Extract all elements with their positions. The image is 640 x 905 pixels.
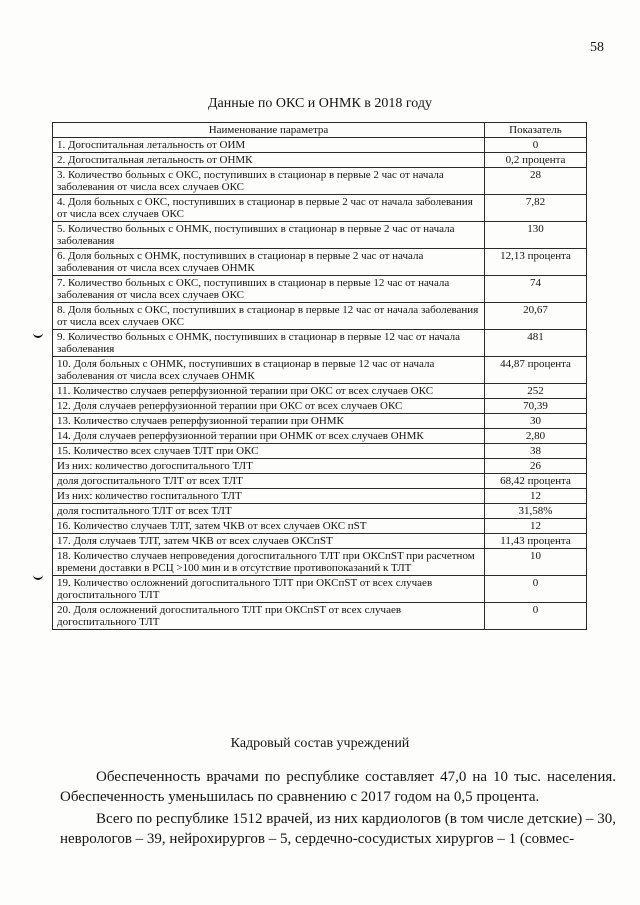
table-row <box>53 276 587 303</box>
table-row <box>53 534 587 549</box>
paragraph: Всего по республике 1512 врачей, из них кардиологов (в том числе детские) – 30, неврологов – 39, нейрохирургов – 5, сердечно-сосудистых хирургов – 1 (совмес- <box>60 811 616 847</box>
table-title: Данные по ОКС и ОНМК в 2018 году <box>207 96 433 111</box>
table-row <box>53 357 587 384</box>
parameter-name: 10. Доля больных с ОНМК, поступивших в стационар в первые 12 час от начала заболевания от числа всех случаев ОНМК <box>53 357 485 384</box>
parameter-value: 0 <box>485 576 587 603</box>
parameter-name: 15. Количество всех случаев ТЛТ при ОКС <box>53 444 485 459</box>
table-row <box>53 576 587 603</box>
table-row <box>53 384 587 399</box>
parameter-name: 18. Количество случаев непроведения догоспитального ТЛТ при ОКСпST при расчетном времени доставки в РСЦ >100 мин и в отсутствие противопоказаний к ТЛТ <box>53 549 485 576</box>
parameter-value: 0,2 процента <box>485 153 587 168</box>
table-row <box>53 519 587 534</box>
table-row <box>53 414 587 429</box>
parameter-name: 14. Доля случаев реперфузионной терапии при ОНМК от всех случаев ОНМК <box>53 429 485 444</box>
parameter-name: 9. Количество больных с ОНМК, поступивших в стационар в первые 12 час от начала заболевания <box>53 330 485 357</box>
parameter-name: доля госпитального ТЛТ от всех ТЛТ <box>53 504 485 519</box>
parameter-name: Из них: количество догоспитального ТЛТ <box>53 459 485 474</box>
table-row <box>53 195 587 222</box>
parameter-value: 7,82 <box>485 195 587 222</box>
table-row <box>53 153 587 168</box>
parameter-name: 20. Доля осложнений догоспитального ТЛТ при ОКСпST от всех случаев догоспитального ТЛТ <box>53 603 485 630</box>
table-row <box>53 399 587 414</box>
parameter-value: 38 <box>485 444 587 459</box>
table-row <box>53 444 587 459</box>
parameter-value: 130 <box>485 222 587 249</box>
header-value: Показатель <box>485 123 587 138</box>
table-header-row <box>53 123 587 138</box>
parameter-name: 4. Доля больных с ОКС, поступивших в стационар в первые 2 час от начала заболевания от числа всех случаев ОКС <box>53 195 485 222</box>
parameter-value: 2,80 <box>485 429 587 444</box>
parameter-value: 10 <box>485 549 587 576</box>
parameter-value: 74 <box>485 276 587 303</box>
parameter-value: 68,42 процента <box>485 474 587 489</box>
header-name: Наименование параметра <box>53 123 485 138</box>
margin-checkmark <box>33 572 43 580</box>
parameter-name: 1. Догоспитальная летальность от ОИМ <box>53 138 485 153</box>
table-row <box>53 429 587 444</box>
table-row <box>53 474 587 489</box>
parameter-value: 0 <box>485 138 587 153</box>
parameter-name: 19. Количество осложнений догоспитального ТЛТ при ОКСпST от всех случаев догоспитального ТЛТ <box>53 576 485 603</box>
parameter-name: 16. Количество случаев ТЛТ, затем ЧКВ от всех случаев ОКС пST <box>53 519 485 534</box>
parameter-value: 0 <box>485 603 587 630</box>
margin-checkmark <box>33 330 43 338</box>
parameter-value: 26 <box>485 459 587 474</box>
parameter-name: 7. Количество больных с ОКС, поступивших в стационар в первые 12 час от начала заболевания от числа всех случаев ОКС <box>53 276 485 303</box>
table-row <box>53 489 587 504</box>
parameter-value: 252 <box>485 384 587 399</box>
table-row <box>53 330 587 357</box>
parameter-name: доля догоспитального ТЛТ от всех ТЛТ <box>53 474 485 489</box>
section-title: Кадровый состав учреждений <box>230 736 410 751</box>
parameter-name: 5. Количество больных с ОНМК, поступивших в стационар в первые 2 час от начала заболевания <box>53 222 485 249</box>
table-row <box>53 222 587 249</box>
parameter-value: 28 <box>485 168 587 195</box>
parameter-value: 20,67 <box>485 303 587 330</box>
table-row <box>53 459 587 474</box>
parameter-value: 30 <box>485 414 587 429</box>
table-row <box>53 303 587 330</box>
parameter-name: 12. Доля случаев реперфузионной терапии при ОКС от всех случаев ОКС <box>53 399 485 414</box>
parameter-value: 12 <box>485 489 587 504</box>
page-number: 58 <box>590 40 604 55</box>
parameters-table <box>52 122 587 630</box>
parameter-value: 44,87 процента <box>485 357 587 384</box>
parameter-name: 6. Доля больных с ОНМК, поступивших в стационар в первые 2 час от начала заболевания от числа всех случаев ОНМК <box>53 249 485 276</box>
parameter-value: 481 <box>485 330 587 357</box>
parameter-value: 12 <box>485 519 587 534</box>
paragraph: Обеспеченность врачами по республике составляет 47,0 на 10 тыс. населения. Обеспеченность уменьшилась по сравнению с 2017 годом на 0,5 процента. <box>60 769 616 805</box>
parameter-name: 13. Количество случаев реперфузионной терапии при ОНМК <box>53 414 485 429</box>
parameter-value: 12,13 процента <box>485 249 587 276</box>
parameter-value: 11,43 процента <box>485 534 587 549</box>
table-row <box>53 249 587 276</box>
parameter-name: Из них: количество госпитального ТЛТ <box>53 489 485 504</box>
parameter-name: 2. Догоспитальная летальность от ОНМК <box>53 153 485 168</box>
parameter-value: 70,39 <box>485 399 587 414</box>
table-row <box>53 549 587 576</box>
parameter-name: 3. Количество больных с ОКС, поступивших в стационар в первые 2 час от начала заболевания от числа всех случаев ОКС <box>53 168 485 195</box>
table-row <box>53 504 587 519</box>
table-row <box>53 138 587 153</box>
table-row <box>53 603 587 630</box>
parameter-name: 11. Количество случаев реперфузионной терапии при ОКС от всех случаев ОКС <box>53 384 485 399</box>
table-row <box>53 168 587 195</box>
parameter-value: 31,58% <box>485 504 587 519</box>
parameter-name: 17. Доля случаев ТЛТ, затем ЧКВ от всех случаев ОКСпST <box>53 534 485 549</box>
parameter-name: 8. Доля больных с ОКС, поступивших в стационар в первые 12 час от начала заболевания от числа всех случаев ОКС <box>53 303 485 330</box>
